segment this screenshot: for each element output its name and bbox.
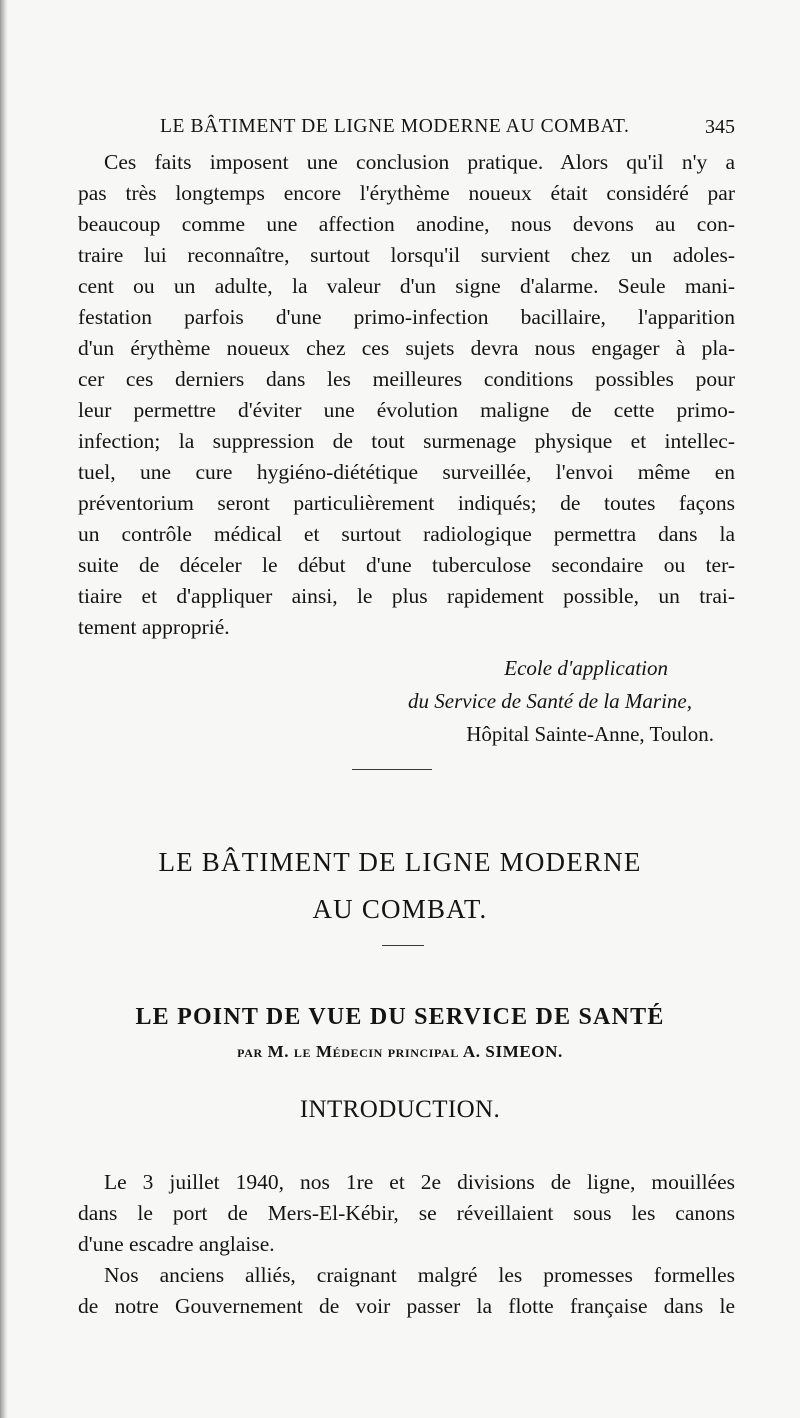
section-divider	[352, 769, 432, 770]
section-heading: INTRODUCTION.	[299, 1096, 501, 1123]
signature-service: du Service de Santé de la Marine,	[408, 689, 692, 713]
text-line: festation parfois d'une primo-infection bacillaire, l'apparition	[78, 305, 735, 329]
text-line: leur permettre d'éviter une évolution maligne de cette primo-	[78, 398, 735, 422]
text-line: tiaire et d'appliquer ainsi, le plus rapidement possible, un trai-	[78, 584, 735, 608]
text-line: tement approprié.	[78, 615, 230, 639]
signature-school: Ecole d'application	[504, 656, 668, 680]
article-title-continued: AU COMBAT.	[312, 894, 488, 924]
text-line: tuel, une cure hygiéno-diététique surveillée, l'envoi même en	[78, 460, 735, 484]
paragraph-conclusion	[78, 147, 735, 643]
text-line: cent ou un adulte, la valeur d'un signe d'alarme. Seule mani-	[78, 274, 735, 298]
article-title: LE BÂTIMENT DE LIGNE MODERNE	[158, 847, 642, 877]
text-line: d'une escadre anglaise.	[78, 1232, 275, 1256]
text-line: pas très longtemps encore l'érythème noueux était considéré par	[78, 181, 735, 205]
text-line: suite de déceler le début d'une tuberculose secondaire ou ter-	[78, 553, 735, 577]
running-head-title: LE BÂTIMENT DE LIGNE MODERNE AU COMBAT.	[160, 116, 630, 137]
text-line: cer ces derniers dans les meilleures conditions possibles pour	[78, 367, 735, 391]
text-line: Le 3 juillet 1940, nos 1re et 2e divisions de ligne, mouillées	[104, 1170, 735, 1194]
title-rule	[382, 945, 424, 946]
text-line: infection; la suppression de tout surmenage physique et intellec-	[78, 429, 735, 453]
page-edge-shadow	[0, 0, 8, 1418]
signature-block	[408, 652, 714, 751]
text-line: dans le port de Mers-El-Kébir, se réveillaient sous les canons	[78, 1201, 735, 1225]
text-line: traire lui reconnaître, surtout lorsqu'il survient chez un adoles-	[78, 243, 735, 267]
text-line: préventorium seront particulièrement indiqués; de toutes façons	[78, 491, 735, 515]
page-number: 345	[705, 116, 735, 138]
author-byline: par M. le Médecin principal A. SIMEON.	[237, 1042, 563, 1061]
text-line: Ces faits imposent une conclusion pratique. Alors qu'il n'y a	[104, 150, 735, 174]
text-line: un contrôle médical et surtout radiologique permettra dans la	[78, 522, 735, 546]
text-line: Nos anciens alliés, craignant malgré les promesses formelles	[104, 1263, 735, 1287]
text-line: beaucoup comme une affection anodine, nous devons au con-	[78, 212, 735, 236]
paragraph-introduction	[78, 1167, 735, 1322]
text-line: d'un érythème noueux chez ces sujets devra nous engager à pla-	[78, 336, 735, 360]
text-line: de notre Gouvernement de voir passer la flotte française dans le	[78, 1294, 735, 1318]
article-subtitle: LE POINT DE VUE DU SERVICE DE SANTÉ	[135, 1004, 665, 1030]
running-head	[78, 114, 735, 144]
signature-hospital: Hôpital Sainte-Anne, Toulon.	[466, 722, 714, 746]
